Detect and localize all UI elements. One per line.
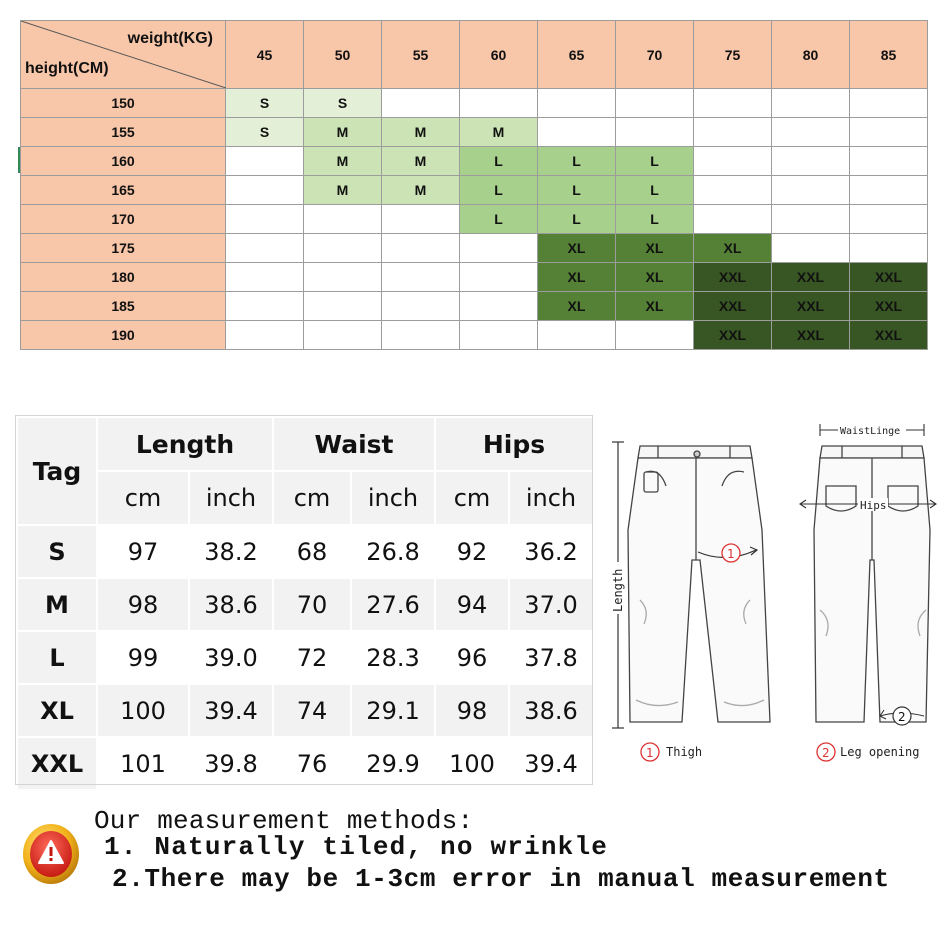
size-cell: M (304, 118, 382, 147)
dims-cell: 29.1 (351, 684, 435, 737)
dims-cell: 94 (435, 578, 509, 631)
height-header-cell: 190 (21, 321, 226, 350)
measurement-note-1: 1. Naturally tiled, no wrinkle (104, 832, 609, 862)
dims-cell: 28.3 (351, 631, 435, 684)
size-tag: XXL (17, 737, 97, 790)
size-cell: M (460, 118, 538, 147)
weight-header-cell: 70 (616, 21, 694, 89)
size-cell (616, 321, 694, 350)
front-pants-drawing (628, 446, 770, 722)
back-pants-drawing (814, 446, 930, 722)
thigh-marker-number: 1 (727, 547, 735, 561)
size-cell (460, 321, 538, 350)
dims-cell: 74 (273, 684, 351, 737)
grid-corner-cell (21, 21, 226, 89)
size-cell: L (538, 205, 616, 234)
size-cell: XL (694, 234, 772, 263)
dims-cell: 98 (435, 684, 509, 737)
size-cell: S (304, 89, 382, 118)
size-cell: XL (538, 234, 616, 263)
size-cell: XL (616, 292, 694, 321)
unit-header: inch (351, 471, 435, 525)
grid-header-row (21, 21, 928, 89)
size-cell (694, 147, 772, 176)
size-tag: XL (17, 684, 97, 737)
size-cell (226, 205, 304, 234)
size-cell (850, 118, 928, 147)
size-grid-body (21, 21, 928, 350)
dims-cell: 72 (273, 631, 351, 684)
dims-cell: 36.2 (509, 525, 593, 578)
size-cell (772, 205, 850, 234)
size-cell (460, 263, 538, 292)
legend-thigh-label: Thigh (666, 745, 703, 759)
grid-row (21, 176, 928, 205)
size-cell (304, 234, 382, 263)
size-cell (226, 321, 304, 350)
dims-cell: 37.0 (509, 578, 593, 631)
weight-header-cell: 50 (304, 21, 382, 89)
size-cell: XXL (772, 321, 850, 350)
dims-cell: 38.6 (509, 684, 593, 737)
legend-leg-opening-label: Leg opening (840, 745, 920, 759)
size-cell: XXL (772, 292, 850, 321)
size-cell: XXL (694, 263, 772, 292)
weight-header-cell: 65 (538, 21, 616, 89)
height-header-cell: 150 (21, 89, 226, 118)
waist-label: WaistLinge (840, 426, 901, 437)
unit-header: cm (273, 471, 351, 525)
size-cell: XL (616, 263, 694, 292)
size-cell: S (226, 118, 304, 147)
size-cell (694, 176, 772, 205)
unit-header: cm (97, 471, 189, 525)
dims-cell: 39.8 (189, 737, 273, 790)
measurement-note-2: 2.There may be 1-3cm error in manual measurement (112, 864, 890, 894)
size-cell (460, 292, 538, 321)
size-cell (772, 147, 850, 176)
size-cell (850, 234, 928, 263)
dims-group-header-row (17, 417, 593, 471)
hips-header: Hips (435, 417, 593, 471)
dims-cell: 29.9 (351, 737, 435, 790)
size-cell (304, 321, 382, 350)
dims-cell: 96 (435, 631, 509, 684)
height-header-cell: 170 (21, 205, 226, 234)
warning-icon (22, 823, 80, 885)
size-cell (382, 205, 460, 234)
dims-cell: 98 (97, 578, 189, 631)
height-header-cell: 160 (21, 147, 226, 176)
size-cell: L (538, 176, 616, 205)
dims-row (17, 631, 593, 684)
size-cell: XL (538, 263, 616, 292)
size-cell: M (382, 147, 460, 176)
size-cell: M (382, 118, 460, 147)
size-cell (226, 292, 304, 321)
dims-cell: 101 (97, 737, 189, 790)
size-cell: M (304, 147, 382, 176)
weight-header-cell: 45 (226, 21, 304, 89)
dims-cell: 39.4 (509, 737, 593, 790)
weight-axis-label: weight(KG) (127, 30, 213, 47)
size-cell: XL (538, 292, 616, 321)
unit-header: cm (435, 471, 509, 525)
grid-row (21, 292, 928, 321)
grid-row (21, 205, 928, 234)
size-cell (382, 89, 460, 118)
size-cell: XL (616, 234, 694, 263)
dims-cell: 68 (273, 525, 351, 578)
weight-header-cell: 55 (382, 21, 460, 89)
size-grid (20, 20, 928, 350)
size-cell (460, 234, 538, 263)
size-cell (226, 176, 304, 205)
size-cell (304, 292, 382, 321)
dims-cell: 27.6 (351, 578, 435, 631)
dims-cell: 26.8 (351, 525, 435, 578)
unit-header: inch (509, 471, 593, 525)
length-header: Length (97, 417, 273, 471)
legend-1-number: 1 (646, 746, 654, 760)
height-axis-label: height(CM) (25, 60, 109, 77)
weight-header-cell: 85 (850, 21, 928, 89)
size-tag: L (17, 631, 97, 684)
weight-header-cell: 75 (694, 21, 772, 89)
size-cell: XXL (850, 292, 928, 321)
size-cell: M (304, 176, 382, 205)
size-cell (850, 176, 928, 205)
dims-cell: 100 (97, 684, 189, 737)
dims-cell: 97 (97, 525, 189, 578)
size-cell: S (226, 89, 304, 118)
size-cell (850, 89, 928, 118)
size-cell: XXL (694, 321, 772, 350)
size-cell (850, 147, 928, 176)
dims-cell: 76 (273, 737, 351, 790)
dims-cell: 39.0 (189, 631, 273, 684)
weight-header-cell: 60 (460, 21, 538, 89)
size-cell: L (616, 147, 694, 176)
size-cell (460, 89, 538, 118)
size-cell: L (538, 147, 616, 176)
grid-row (21, 118, 928, 147)
waist-header: Waist (273, 417, 435, 471)
size-cell (304, 205, 382, 234)
size-cell (382, 263, 460, 292)
size-cell (694, 89, 772, 118)
size-cell (772, 89, 850, 118)
dims-cell: 38.6 (189, 578, 273, 631)
size-cell (694, 205, 772, 234)
tag-header: Tag (17, 417, 97, 525)
dims-cell: 39.4 (189, 684, 273, 737)
size-cell (694, 118, 772, 147)
dims-cell: 92 (435, 525, 509, 578)
size-cell: M (382, 176, 460, 205)
height-header-cell: 175 (21, 234, 226, 263)
size-cell (226, 234, 304, 263)
size-cell: XXL (694, 292, 772, 321)
legend-2-number: 2 (822, 746, 830, 760)
pants-measurement-diagram (600, 410, 940, 770)
size-cell (538, 321, 616, 350)
height-header-cell: 180 (21, 263, 226, 292)
unit-header: inch (189, 471, 273, 525)
dims-row (17, 578, 593, 631)
size-cell (616, 118, 694, 147)
size-cell (382, 234, 460, 263)
size-cell: XXL (850, 321, 928, 350)
dims-row (17, 737, 593, 790)
size-cell: L (460, 205, 538, 234)
height-header-cell: 165 (21, 176, 226, 205)
size-cell: L (460, 147, 538, 176)
dims-row (17, 684, 593, 737)
size-cell (538, 89, 616, 118)
weight-header-cell: 80 (772, 21, 850, 89)
height-header-cell: 185 (21, 292, 226, 321)
grid-row (21, 234, 928, 263)
length-label: Length (611, 568, 625, 612)
size-cell (304, 263, 382, 292)
size-cell (772, 234, 850, 263)
dims-cell: 37.8 (509, 631, 593, 684)
size-cell (616, 89, 694, 118)
size-cell (226, 147, 304, 176)
size-cell: L (460, 176, 538, 205)
size-tag: S (17, 525, 97, 578)
size-cell: XXL (772, 263, 850, 292)
size-cell (772, 176, 850, 205)
size-cell: L (616, 205, 694, 234)
grid-row (21, 321, 928, 350)
dims-unit-row (17, 471, 593, 525)
dims-cell: 38.2 (189, 525, 273, 578)
hips-label: Hips (860, 499, 887, 512)
size-cell (538, 118, 616, 147)
leg-opening-marker-number: 2 (898, 710, 906, 724)
size-cell (850, 205, 928, 234)
grid-row (21, 89, 928, 118)
grid-row (21, 147, 928, 176)
size-cell: L (616, 176, 694, 205)
size-tag: M (17, 578, 97, 631)
size-cell (226, 263, 304, 292)
dims-cell: 70 (273, 578, 351, 631)
height-header-cell: 155 (21, 118, 226, 147)
measurement-notes-title: Our measurement methods: (94, 806, 474, 836)
size-cell (382, 292, 460, 321)
dims-row (17, 525, 593, 578)
dims-cell: 100 (435, 737, 509, 790)
dims-cell: 99 (97, 631, 189, 684)
size-cell: XXL (850, 263, 928, 292)
grid-row (21, 263, 928, 292)
dimension-table (16, 416, 594, 791)
size-cell (772, 118, 850, 147)
size-cell (382, 321, 460, 350)
